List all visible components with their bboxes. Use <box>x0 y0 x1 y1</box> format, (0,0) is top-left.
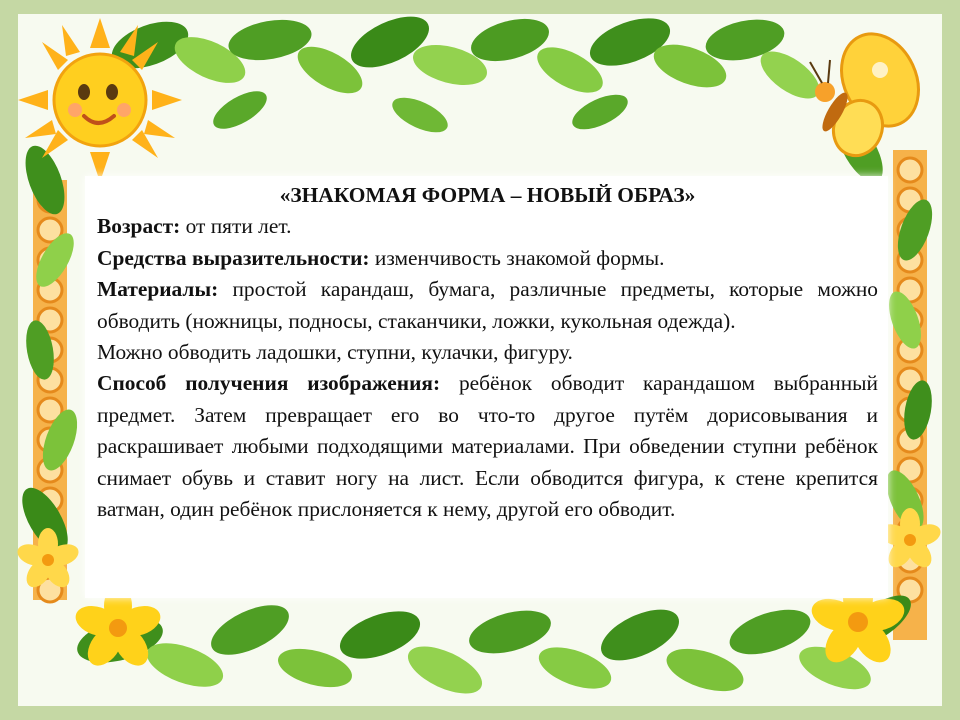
means-label: Средства выразительности: <box>97 245 370 270</box>
materials-row <box>97 274 878 337</box>
leaf-garland-top <box>106 6 892 189</box>
materials-label: Материалы: <box>97 277 219 302</box>
content-text <box>97 180 878 525</box>
method-label: Способ получения изображения: <box>97 371 441 396</box>
means-row <box>97 243 878 274</box>
age-row <box>97 211 878 242</box>
method-value: ребёнок обводит карандашом выбранный предмет. Затем превращает его во что-то другое путём дорисовывания и раскрашивает любыми подходящими материалами. При обведении ступни ребёнок снимает обувь и ставит ногу на лист. Если обводится фигура, к стене крепится ватман, один ребёнок прислоняется к нему, другой его обводит. <box>97 371 879 522</box>
note-row: Можно обводить ладошки, ступни, кулачки, фигуру. <box>97 340 573 365</box>
sun-icon <box>18 18 182 182</box>
butterfly-icon <box>810 21 933 162</box>
leaf-garland-bottom <box>72 586 918 703</box>
materials-value: простой карандаш, бумага, различные предметы, которые можно обводить (ножницы, подносы, стаканчики, ложки, кукольная одежда). <box>97 277 878 333</box>
age-value: от пяти лет. <box>180 214 292 239</box>
page-title: «ЗНАКОМАЯ ФОРМА – НОВЫЙ ОБРАЗ» <box>279 183 696 207</box>
means-value: изменчивость знакомой формы. <box>369 245 665 270</box>
method-row <box>97 368 878 525</box>
age-label: Возраст: <box>97 214 181 239</box>
